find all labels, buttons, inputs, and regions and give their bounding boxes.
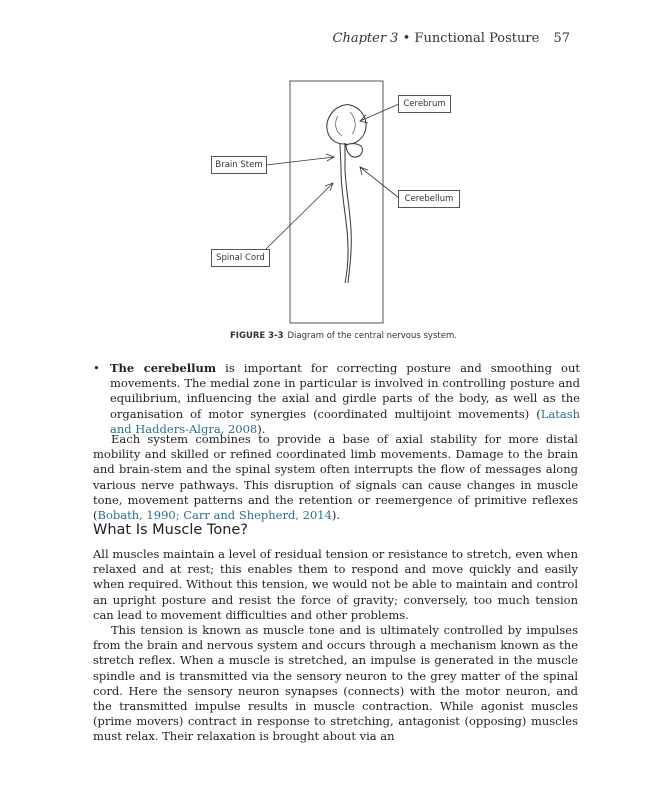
bullet-dot: • bbox=[93, 361, 100, 375]
bullet-text: is important for correcting posture and smoothing out movements. The medial zone in particular is involved in controlling posture and equilibrium, influencing the axial and girdle parts of the body, as well as the organisation of motor synergies (coordinated multijoint movements) ( bbox=[110, 361, 581, 421]
caption-label: FIGURE 3-3 bbox=[230, 331, 284, 341]
para2-text: All muscles maintain a level of residual tension or resistance to stretch, even when relaxed and at rest; this enables them to respond and move quickly and easily when required. Without this tension, we would not be able to maintain and control an upright posture and resist the force of gravity; conversely, too much tension can lead to movement difficulties and other problems. bbox=[93, 547, 578, 622]
label-cerebrum: Cerebrum bbox=[398, 95, 451, 113]
citation-link[interactable]: Latash and Hadders-Algra, 2008 bbox=[110, 406, 580, 436]
bullet-bold: The cerebellum bbox=[110, 361, 217, 375]
paragraph-2 bbox=[93, 547, 578, 745]
chapter-title: Functional Posture bbox=[414, 31, 540, 46]
chapter-label: Chapter 3 bbox=[332, 31, 399, 46]
cerebrum-pointer bbox=[360, 104, 399, 121]
para1-text: Each system combines to provide a base of axial stability for more distal mobility and skilled or refined coordinated limb movements. Damage to the brain and brain-stem and the spinal system often interrupts the flow of messages along various nerve pathways. This disruption of signals can cause changes in muscle tone, movement patterns and the retention or reemergence of primitive reflexes ( bbox=[93, 432, 578, 523]
para3-text: This tension is known as muscle tone and is ultimately controlled by impulses from the brain and nervous system and occurs through a mechanism known as the stretch reflex. When a muscle is stretched, an impulse is generated in the muscle spindle and is transmitted via the sensory neuron to the grey matter of the spinal cord. Here the sensory neuron synapses (connects) with the motor neuron, and the transmitted impulse results in muscle contraction. While agonist muscles (prime movers) contract in response to stretching, antagonist (opposing) muscles must relax. Their relaxation is brought about via an bbox=[93, 623, 578, 744]
caption-text: Diagram of the central nervous system. bbox=[287, 331, 457, 341]
page-number: 57 bbox=[553, 31, 570, 46]
cns-diagram bbox=[0, 0, 647, 360]
bullet-cerebellum: • The cerebellum is important for correcting posture and smoothing out movements. The medial zone in particular is involved in controlling posture and equilibrium, influencing the axial and girdle parts of the body, as well as the organisation of motor synergies (coordinated multijoint movements) (Latash and Hadders-Algra, 2008). bbox=[93, 361, 581, 436]
cerebellum-shape bbox=[346, 144, 362, 158]
figure-caption bbox=[230, 331, 457, 341]
spinal-cord-shape bbox=[340, 143, 348, 283]
cerebrum-shape bbox=[327, 105, 366, 145]
label-brain-stem: Brain Stem bbox=[211, 156, 267, 174]
paragraph-1: Each system combines to provide a base of axial stability for more distal mobility and skilled or refined coordinated limb movements. Damage to the brain and brain-stem and the spinal system often interrupts the flow of messages along various nerve pathways. This disruption of signals can cause changes in muscle tone, movement patterns and the retention or reemergence of primitive reflexes (Bobath, 1990; Carr and Shepherd, 2014). bbox=[93, 432, 578, 523]
cerebellum-pointer bbox=[360, 167, 399, 198]
label-spinal-cord: Spinal Cord bbox=[211, 249, 270, 267]
cns-figure bbox=[0, 0, 647, 360]
header-separator: • bbox=[402, 31, 411, 46]
citation-link[interactable]: Bobath, 1990; Carr and Shepherd, 2014 bbox=[97, 508, 332, 523]
brain-stem-pointer bbox=[266, 157, 334, 165]
label-cerebellum: Cerebellum bbox=[398, 190, 460, 208]
spinal-cord-pointer bbox=[265, 183, 333, 250]
section-heading: What Is Muscle Tone? bbox=[93, 522, 249, 538]
